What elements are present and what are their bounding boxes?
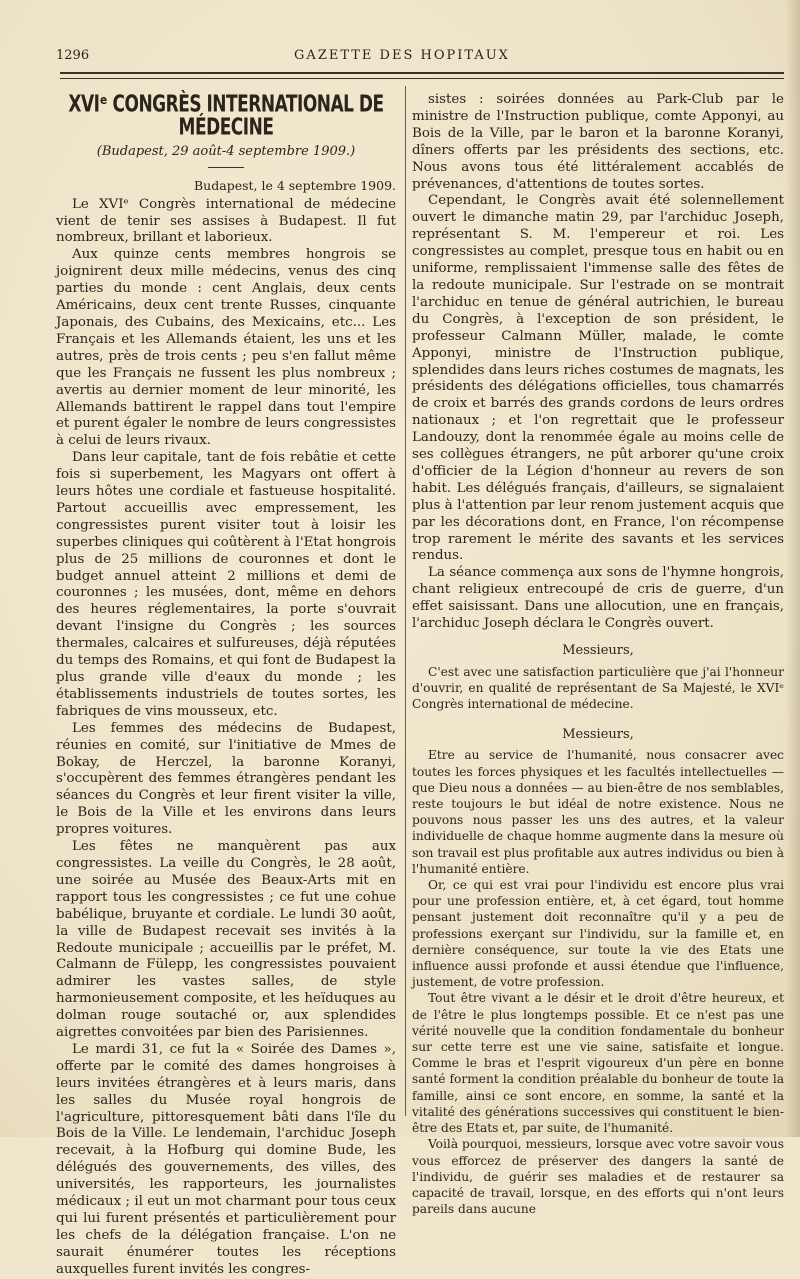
speech-salutation: Messieurs, bbox=[562, 643, 634, 658]
title-separator bbox=[208, 167, 244, 168]
paragraph: La séance commença aux sons de l'hymne hongrois, chant religieux entrecoupé de cris de guerre, d'un effet saisissant. Dans une allocution, une en français, l'archiduc Joseph déclara le Congrès ouvert. bbox=[412, 565, 784, 632]
paragraph: Dans leur capitale, tant de fois rebâtie et cette fois si superbement, les Magyars ont offert à leurs hôtes une cordiale et fastueuse hospitalité. Partout accueillis avec empressement, les congressistes purent visiter tout à loisir les superbes cliniques qui coûtèrent à l'Etat hongrois plus de 25 millions de couronnes et dont le budget annuel atteint 2 millions et demi de couronnes ; les musées, dont, même en dehors des heures réglementaires, la porte s'ouvrait devant l'insigne du Congrès ; les sources thermales, calcaires et sulfureuses, déjà réputées du temps des Romains, et qui font de Budapest la plus grande ville d'eaux du monde ; les établissements industriels de toutes sortes, les fabriques de vins mousseux, etc. bbox=[56, 450, 396, 719]
column-divider bbox=[405, 86, 406, 1116]
speech-paragraph: Voilà pourquoi, messieurs, lorsque avec votre savoir vous vous efforcez de préserver des dangers la santé de l'individu, de guérir ses maladies et de restaurer sa capacité de travail, lorsque, en des efforts qui n'ont leurs pareils dans aucune bbox=[412, 1137, 784, 1217]
paragraph: sistes : soirées données au Park-Club par le ministre de l'Instruction publique, comte Apponyi, au Bois de la Ville, par le baron et la baronne Koranyi, dîners offerts par les présidents des sections, etc. Nous avons tous été littéralement accablés de prévenances, d'attentions de toutes sortes. bbox=[412, 92, 784, 192]
dateline: Budapest, le 4 septembre 1909. bbox=[194, 177, 396, 193]
journal-title: GAZETTE DES HOPITAUX bbox=[294, 48, 510, 63]
paragraph: Cependant, le Congrès avait été solennellement ouvert le dimanche matin 29, par l'archiduc Joseph, représentant S. M. l'empereur et roi. Les congressistes au complet, presque tous en habit ou en uniforme, remplissaient l'immense salle des fêtes de la redoute municipale. Sur l'estrade on se montrait l'archiduc en tenue de général autrichien, le bureau du Congrès, à l'exception de son président, le professeur Calmann Müller, malade, le comte Apponyi, ministre de l'Instruction publique, splendides dans leurs riches costumes de magnats, les présidents des délégations officielles, tous chamarrés de croix et barrés des grands cordons de leurs ordres nationaux ; et l'on regrettait que le professeur Landouzy, dont la renommée égale au moins celle de ses collègues étrangers, ne pût arborer qu'une croix d'officier de la Légion d'honneur au revers de son habit. Les délégués français, d'ailleurs, se signalaient plus à l'attention par leur renom justement acquis que par les décorations dont, en France, l'on récompense trop rarement le mérite des savants et les services rendus. bbox=[412, 193, 784, 564]
speech-paragraph: C'est avec une satisfaction particulière que j'ai l'honneur d'ouvrir, en qualité de représentant de Sa Majesté, le XVIᵉ Congrès international de médecine. bbox=[412, 664, 784, 712]
page-number: 1296 bbox=[56, 48, 90, 63]
page-edge-shadow bbox=[786, 0, 800, 1137]
paragraph: Aux quinze cents membres hongrois se joignirent deux mille médecins, venus des cinq parties du monde : cent Anglais, deux cents Américains, deux cent trente Russes, cinquante Japonais, des Cubains, des Mexicains, etc... Les Français et les Allemands étaient, les uns et les autres, près de trois cents ; peu s'en fallut même que les Français ne fussent les plus nombreux ; avertis au dernier moment de leur minorité, les Allemands battirent le rappel dans tout l'empire et purent égaler le nombre de leurs congressistes à celui de leurs rivaux. bbox=[56, 247, 396, 449]
paragraph: Le XVIᵉ Congrès international de médecine vient de tenir ses assises à Budapest. Il fut nombreux, brillant et laborieux. bbox=[56, 196, 396, 246]
header-rule-thin bbox=[60, 78, 784, 79]
article-title: XVIᵉ CONGRÈS INTERNATIONAL DE MÉDECINE bbox=[68, 91, 384, 142]
header-rule-thick bbox=[60, 72, 784, 74]
paragraph: Les fêtes ne manquèrent pas aux congressistes. La veille du Congrès, le 28 août, une soirée au Musée des Beaux-Arts mit en rapport tous les congressistes ; ce fut une cohue babélique, bruyante et cordiale. Le lundi 30 août, la ville de Budapest recevait ses invités à la Redoute municipale ; accueillis par le préfet, M. Calmann de Fülepp, les congressistes pouvaient admirer les vastes salles, de style harmonieusement composite, et les heïduques au dolman rouge soutaché or, aux splendides aigrettes convoitées par bien des Parisiennes. bbox=[56, 839, 396, 1041]
page-header bbox=[52, 46, 752, 70]
speech-paragraph: Tout être vivant a le désir et le droit d'être heureux, et de l'être le plus longtemps possible. Et ce n'est pas une vérité nouvelle que la condition fondamentale du bonheur sur cette terre est une vie saine, satisfaite et longue. Comme le bras et l'esprit vigoureux d'un père en bonne santé forment la condition préalable du bonheur de toute la famille, ainsi ce sont encore, en somme, la santé et la vitalité des générations successives qui constituent le bien-être des Etats et, par suite, de l'humanité. bbox=[412, 991, 784, 1136]
speech-paragraph: Or, ce qui est vrai pour l'individu est encore plus vrai pour une profession entière, et, à cet égard, tout homme pensant justement doit reconnaître qu'il y a peu de professions exerçant sur l'individu, sur la famille et, en dernière conséquence, sur toute la vie des Etats une influence aussi profonde et aussi étendue que l'influence, justement, de votre profession. bbox=[412, 878, 784, 990]
paragraph: Les femmes des médecins de Budapest, réunies en comité, sur l'initiative de Mmes de Bokay, de Herczel, la baronne Koranyi, s'occupèrent des femmes étrangères pendant les séances du Congrès et leur firent visiter la ville, le Bois de la Ville et les environs dans leurs propres voitures. bbox=[56, 720, 396, 838]
right-column bbox=[412, 92, 784, 1217]
article-subtitle: (Budapest, 29 août-4 septembre 1909.) bbox=[96, 143, 356, 159]
paragraph: Le mardi 31, ce fut la « Soirée des Dames », offerte par le comité des dames hongroises à leurs invitées étrangères et à leurs maris, dans les salles du Musée royal hongrois de l'agriculture, pittoresquement bâti dans l'île du Bois de la Ville. Le lendemain, l'archiduc Joseph recevait, à la Hofburg qui domine Bude, les délégués des gouvernements, des villes, des universités, les rapporteurs, les journalistes médicaux ; il eut un mot charmant pour tous ceux qui lui furent présentés et particulièrement pour les chefs de la délégation française. L'on ne saurait énumérer toutes les réceptions auxquelles furent invités les congres- bbox=[56, 1041, 396, 1277]
speech-paragraph: Etre au service de l'humanité, nous consacrer avec toutes les forces physiques et les facultés intellectuelles — que Dieu nous a données — au bien-être de nos semblables, reste toujours le but idéal de notre existence. Nous ne pouvons nous passer les uns des autres, et la valeur individuelle de chaque homme augmente dans la mesure où son travail est plus profitable aux autres individus ou bien à l'humanité entière. bbox=[412, 748, 784, 876]
left-column bbox=[56, 92, 396, 1279]
speech-salutation: Messieurs, bbox=[562, 726, 634, 742]
